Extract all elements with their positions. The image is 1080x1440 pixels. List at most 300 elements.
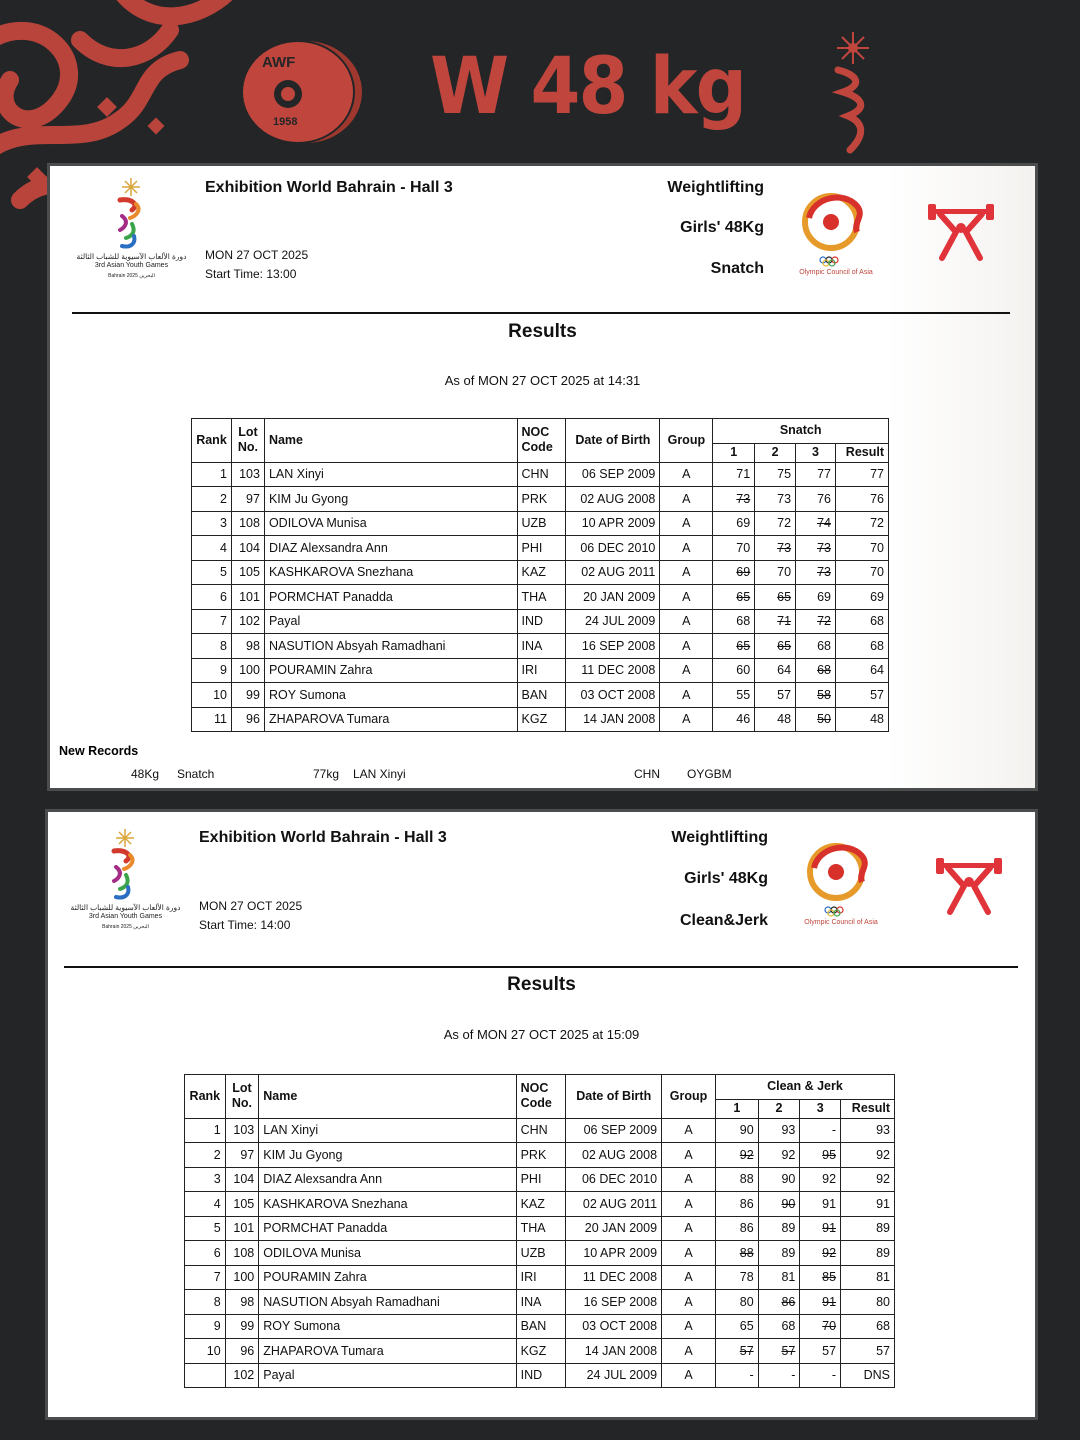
group-cell: A (660, 707, 713, 732)
divider (72, 312, 1010, 314)
lot-cell: 105 (231, 560, 264, 585)
header-attempt-3: 3 (800, 1099, 841, 1118)
missed-attempt: 85 (822, 1270, 837, 1285)
group-cell: A (660, 560, 713, 585)
rank-cell: 9 (185, 1314, 226, 1339)
header-date-of-birth: Date of Birth (566, 1075, 662, 1119)
competition-date: MON 27 OCT 2025 (205, 248, 309, 262)
attempt-2-cell (758, 1167, 800, 1192)
rank-cell: 2 (192, 487, 232, 512)
athlete-name: POURAMIN Zahra (259, 1265, 516, 1290)
lot-cell: 108 (231, 511, 264, 536)
athlete-name: PORMCHAT Panadda (259, 1216, 516, 1241)
missed-attempt: 92 (739, 1147, 754, 1162)
dob-cell: 16 SEP 2008 (566, 634, 660, 659)
header-result: Result (841, 1099, 895, 1118)
attempt-1-cell (713, 560, 755, 585)
attempt-value: 65 (739, 1319, 754, 1334)
noc-cell: IRI (517, 658, 566, 683)
athlete-name: ZHAPAROVA Tumara (259, 1339, 516, 1364)
dob-cell: 20 JAN 2009 (566, 585, 660, 610)
athlete-name: KIM Ju Gyong (264, 487, 517, 512)
lot-cell: 100 (225, 1265, 259, 1290)
attempt-2-cell (758, 1118, 800, 1143)
header-rank: Rank (185, 1075, 226, 1119)
record-category: 48Kg (131, 767, 160, 781)
attempt-3-cell (796, 683, 836, 708)
rank-cell: 11 (192, 707, 232, 732)
group-cell: A (660, 683, 713, 708)
attempt-2-cell (758, 1339, 800, 1364)
lot-cell: 104 (225, 1167, 259, 1192)
attempt-1-cell (713, 609, 755, 634)
attempt-value: 80 (739, 1294, 754, 1309)
attempt-1-cell (713, 536, 755, 561)
rank-cell: 7 (192, 609, 232, 634)
header-name: Name (264, 419, 517, 463)
table-row (185, 1118, 895, 1143)
games-logo-english: 3rd Asian Youth Games (88, 913, 163, 920)
athlete-name: ROY Sumona (259, 1314, 516, 1339)
attempt-3-cell (796, 609, 836, 634)
attempt-value: 57 (777, 687, 792, 702)
attempt-3-cell (800, 1118, 841, 1143)
table-row (185, 1143, 895, 1168)
attempt-value: 89 (781, 1245, 796, 1260)
rank-cell: 5 (192, 560, 232, 585)
attempt-2-cell (755, 609, 796, 634)
dob-cell: 20 JAN 2009 (566, 1216, 662, 1241)
venue: Exhibition World Bahrain - Hall 3 (205, 179, 453, 196)
table-row (185, 1290, 895, 1315)
attempt-value: 90 (739, 1123, 754, 1138)
attempt-1-cell (713, 683, 755, 708)
lot-cell: 98 (225, 1290, 259, 1315)
noc-cell: BAN (517, 683, 566, 708)
lot-cell: 104 (231, 536, 264, 561)
awf-logo-year: 1958 (273, 116, 298, 128)
attempt-3-cell (800, 1167, 841, 1192)
weight-class-title: W 48 kg (430, 42, 746, 132)
table-row (185, 1314, 895, 1339)
noc-cell: KGZ (517, 707, 566, 732)
athlete-name: LAN Xinyi (259, 1118, 516, 1143)
attempt-1-cell (715, 1118, 758, 1143)
attempt-3-cell (796, 536, 836, 561)
group-cell: A (660, 658, 713, 683)
attempt-value: 60 (736, 663, 751, 678)
snatch-results-sheet (47, 163, 1038, 791)
missed-attempt: 57 (781, 1343, 796, 1358)
missed-attempt: 92 (822, 1245, 837, 1260)
results-table (191, 418, 889, 732)
rank-cell: 1 (185, 1118, 226, 1143)
missed-attempt: 58 (817, 687, 831, 702)
attempt-value: - (831, 1123, 837, 1138)
competition-date: MON 27 OCT 2025 (199, 899, 303, 913)
header-result: Result (835, 443, 888, 462)
attempt-value: 86 (739, 1196, 754, 1211)
header-noc-code: NOC Code (516, 1075, 566, 1119)
rank-cell: 9 (192, 658, 232, 683)
rank-cell: 6 (192, 585, 232, 610)
athlete-name: KASHKAROVA Snezhana (264, 560, 517, 585)
table-row (185, 1339, 895, 1364)
attempt-1-cell (715, 1290, 758, 1315)
table-row (192, 585, 889, 610)
header-noc-code: NOC Code (517, 419, 566, 463)
athlete-name: ODILOVA Munisa (259, 1241, 516, 1266)
record-weight: 77kg (313, 767, 340, 781)
sport: Weightlifting (671, 829, 768, 846)
attempt-value: 55 (736, 687, 751, 702)
noc-cell: BAN (516, 1314, 566, 1339)
attempt-3-cell (796, 462, 836, 487)
attempt-2-cell (755, 585, 796, 610)
event: Girls' 48Kg (680, 219, 764, 236)
as-of-timestamp: As of MON 27 OCT 2025 at 14:31 (444, 373, 641, 388)
missed-attempt: 74 (817, 516, 831, 531)
attempt-value: 75 (777, 467, 792, 482)
athlete-name: Payal (259, 1363, 516, 1388)
group-cell: A (660, 634, 713, 659)
attempt-2-cell (758, 1143, 800, 1168)
attempt-1-cell (713, 634, 755, 659)
missed-attempt: 68 (817, 663, 831, 678)
dob-cell: 06 DEC 2010 (566, 1167, 662, 1192)
attempt-value: 88 (739, 1172, 754, 1187)
results-table (184, 1074, 895, 1388)
attempt-value: - (791, 1368, 796, 1383)
attempt-3-cell (800, 1241, 841, 1266)
attempt-value: 57 (822, 1343, 837, 1358)
attempt-value: 46 (736, 712, 751, 727)
noc-cell: KAZ (517, 560, 566, 585)
missed-attempt: 73 (817, 565, 831, 580)
lot-cell: 103 (225, 1118, 259, 1143)
attempt-2-cell (755, 658, 796, 683)
attempt-3-cell (800, 1314, 841, 1339)
header-lift: Snatch (713, 419, 889, 444)
attempt-1-cell (715, 1314, 758, 1339)
attempt-value: 77 (817, 467, 831, 482)
dob-cell: 02 AUG 2008 (566, 487, 660, 512)
attempt-3-cell (800, 1192, 841, 1217)
athlete-name: Payal (264, 609, 517, 634)
attempt-3-cell (800, 1143, 841, 1168)
games-logo-arabic: دورة الألعاب الآسيوية للشباب الثالثة (76, 252, 187, 261)
missed-attempt: 50 (817, 712, 831, 727)
group-cell: A (660, 487, 713, 512)
missed-attempt: 95 (822, 1147, 837, 1162)
attempt-value: 70 (736, 540, 751, 555)
result-cell: 76 (835, 487, 888, 512)
attempt-value: 68 (781, 1319, 796, 1334)
attempt-3-cell (796, 560, 836, 585)
attempt-value: 81 (781, 1270, 796, 1285)
attempt-value: - (831, 1368, 837, 1383)
athlete-name: DIAZ Alexsandra Ann (264, 536, 517, 561)
missed-attempt: 70 (822, 1319, 837, 1334)
noc-cell: INA (516, 1290, 566, 1315)
dob-cell: 10 APR 2009 (566, 1241, 662, 1266)
missed-attempt: 90 (781, 1196, 796, 1211)
attempt-1-cell (715, 1363, 758, 1388)
record-type: OYGBM (687, 767, 732, 781)
noc-cell: CHN (517, 462, 566, 487)
attempt-3-cell (796, 658, 836, 683)
table-row (192, 707, 889, 732)
group-cell: A (662, 1314, 716, 1339)
table-row (185, 1265, 895, 1290)
attempt-value: 93 (781, 1123, 796, 1138)
attempt-2-cell (758, 1290, 800, 1315)
dob-cell: 06 DEC 2010 (566, 536, 660, 561)
awf-logo-text: AWF (262, 54, 296, 71)
header-attempt-1: 1 (713, 443, 755, 462)
missed-attempt: 65 (777, 638, 792, 653)
header-attempt-2: 2 (758, 1099, 800, 1118)
lot-cell: 97 (231, 487, 264, 512)
table-row (185, 1167, 895, 1192)
new-records-title: New Records (59, 744, 139, 758)
result-cell: 89 (841, 1241, 895, 1266)
group-cell: A (662, 1339, 716, 1364)
attempt-2-cell (755, 536, 796, 561)
weightlifting-pictogram (934, 852, 1004, 916)
rank-cell: 6 (185, 1241, 226, 1266)
noc-cell: KAZ (516, 1192, 566, 1217)
attempt-value: - (749, 1368, 754, 1383)
lot-cell: 97 (225, 1143, 259, 1168)
noc-cell: THA (516, 1216, 566, 1241)
group-cell: A (662, 1192, 716, 1217)
rank-cell: 1 (192, 462, 232, 487)
table-row (192, 511, 889, 536)
missed-attempt: 88 (739, 1245, 754, 1260)
result-cell: 48 (835, 707, 888, 732)
table-row (192, 560, 889, 585)
attempt-value: 86 (739, 1221, 754, 1236)
missed-attempt: 73 (736, 491, 751, 506)
header-lot-no: Lot No. (231, 419, 264, 463)
rank-cell: 10 (192, 683, 232, 708)
missed-attempt: 65 (736, 589, 751, 604)
attempt-3-cell (800, 1339, 841, 1364)
table-row (185, 1216, 895, 1241)
attempt-3-cell (800, 1290, 841, 1315)
result-cell: 80 (841, 1290, 895, 1315)
header-attempt-1: 1 (715, 1099, 758, 1118)
dob-cell: 11 DEC 2008 (566, 658, 660, 683)
attempt-value: 76 (817, 491, 831, 506)
record-lift: Snatch (177, 767, 215, 781)
rank-cell: 3 (185, 1167, 226, 1192)
games-logo-wrap (68, 829, 183, 939)
attempt-value: 72 (777, 516, 792, 531)
table-row (185, 1363, 895, 1388)
attempt-3-cell (796, 487, 836, 512)
results-heading: Results (508, 321, 577, 342)
attempt-value: 70 (777, 565, 792, 580)
attempt-1-cell (715, 1339, 758, 1364)
noc-cell: IRI (516, 1265, 566, 1290)
group-cell: A (662, 1290, 716, 1315)
result-cell: 57 (841, 1339, 895, 1364)
lot-cell: 96 (231, 707, 264, 732)
rank-cell: 3 (192, 511, 232, 536)
group-cell: A (660, 511, 713, 536)
header-group: Group (660, 419, 713, 463)
record-athlete: LAN Xinyi (353, 767, 406, 781)
dob-cell: 02 AUG 2011 (566, 1192, 662, 1217)
games-logo-wrap (74, 178, 189, 288)
result-cell: 69 (835, 585, 888, 610)
attempt-2-cell (758, 1265, 800, 1290)
table-row (192, 609, 889, 634)
lot-cell: 99 (225, 1314, 259, 1339)
lot-cell: 100 (231, 658, 264, 683)
table-row (192, 462, 889, 487)
missed-attempt: 73 (817, 540, 831, 555)
result-cell: 91 (841, 1192, 895, 1217)
table-header-row (185, 1075, 895, 1100)
clean-jerk-results-sheet (45, 809, 1038, 1420)
result-cell: 64 (835, 658, 888, 683)
noc-cell: PHI (516, 1167, 566, 1192)
noc-cell: PRK (517, 487, 566, 512)
new-record-row (50, 767, 950, 783)
attempt-3-cell (800, 1216, 841, 1241)
attempt-2-cell (755, 634, 796, 659)
attempt-1-cell (715, 1143, 758, 1168)
results-heading: Results (507, 974, 576, 995)
header-date-of-birth: Date of Birth (566, 419, 660, 463)
noc-cell: CHN (516, 1118, 566, 1143)
header-attempt-2: 2 (755, 443, 796, 462)
attempt-value: 90 (781, 1172, 796, 1187)
dob-cell: 16 SEP 2008 (566, 1290, 662, 1315)
result-cell: 92 (841, 1143, 895, 1168)
lot-cell: 101 (231, 585, 264, 610)
dob-cell: 06 SEP 2009 (566, 462, 660, 487)
header-lift: Clean & Jerk (715, 1075, 894, 1100)
rank-cell: 8 (192, 634, 232, 659)
group-cell: A (662, 1265, 716, 1290)
attempt-value: 69 (817, 589, 831, 604)
result-cell: 89 (841, 1216, 895, 1241)
rank-cell: 5 (185, 1216, 226, 1241)
as-of-timestamp: As of MON 27 OCT 2025 at 15:09 (443, 1027, 640, 1042)
asian-youth-games-logo (68, 829, 183, 939)
attempt-value: 73 (777, 491, 792, 506)
noc-cell: THA (517, 585, 566, 610)
missed-attempt: 73 (777, 540, 792, 555)
dob-cell: 10 APR 2009 (566, 511, 660, 536)
dob-cell: 02 AUG 2011 (566, 560, 660, 585)
athlete-name: DIAZ Alexsandra Ann (259, 1167, 516, 1192)
lot-cell: 108 (225, 1241, 259, 1266)
oca-logo (791, 188, 881, 283)
noc-cell: INA (517, 634, 566, 659)
header-attempt-3: 3 (796, 443, 836, 462)
noc-cell: KGZ (516, 1339, 566, 1364)
attempt-1-cell (713, 462, 755, 487)
games-logo-location: Bahrain 2025 البحرين (102, 924, 149, 930)
table-row (192, 487, 889, 512)
missed-attempt: 65 (777, 589, 792, 604)
header-name: Name (259, 1075, 516, 1119)
attempt-2-cell (755, 511, 796, 536)
attempt-2-cell (755, 707, 796, 732)
group-cell: A (660, 536, 713, 561)
table-row (192, 683, 889, 708)
phase: Clean&Jerk (679, 912, 768, 929)
attempt-value: 69 (736, 516, 751, 531)
missed-attempt: 91 (822, 1294, 837, 1309)
lot-cell: 98 (231, 634, 264, 659)
phase: Snatch (710, 260, 764, 277)
start-time: Start Time: 14:00 (199, 918, 291, 932)
attempt-2-cell (755, 487, 796, 512)
noc-cell: UZB (516, 1241, 566, 1266)
lot-cell: 105 (225, 1192, 259, 1217)
result-cell: 77 (835, 462, 888, 487)
attempt-2-cell (755, 560, 796, 585)
attempt-1-cell (713, 585, 755, 610)
dob-cell: 14 JAN 2008 (566, 707, 660, 732)
lot-cell: 102 (231, 609, 264, 634)
group-cell: A (660, 609, 713, 634)
table-header-row (192, 419, 889, 444)
group-cell: A (660, 462, 713, 487)
result-cell: 68 (835, 609, 888, 634)
attempt-value: 64 (777, 663, 792, 678)
attempt-2-cell (758, 1241, 800, 1266)
attempt-3-cell (800, 1265, 841, 1290)
result-cell: 70 (835, 536, 888, 561)
rank-cell: 7 (185, 1265, 226, 1290)
rank-cell (185, 1363, 226, 1388)
rank-cell: 10 (185, 1339, 226, 1364)
venue: Exhibition World Bahrain - Hall 3 (199, 829, 447, 846)
lot-cell: 103 (231, 462, 264, 487)
oca-logo (796, 838, 886, 933)
athlete-name: NASUTION Absyah Ramadhani (264, 634, 517, 659)
rank-cell: 2 (185, 1143, 226, 1168)
asian-youth-games-emblem (828, 30, 878, 156)
athlete-name: KASHKAROVA Snezhana (259, 1192, 516, 1217)
attempt-3-cell (800, 1363, 841, 1388)
group-cell: A (662, 1143, 716, 1168)
noc-cell: UZB (517, 511, 566, 536)
missed-attempt: 57 (739, 1343, 754, 1358)
event: Girls' 48Kg (684, 870, 768, 887)
attempt-value: 92 (822, 1172, 837, 1187)
dob-cell: 14 JAN 2008 (566, 1339, 662, 1364)
attempt-3-cell (796, 707, 836, 732)
missed-attempt: 71 (777, 614, 792, 629)
attempt-2-cell (758, 1314, 800, 1339)
result-cell: 68 (841, 1314, 895, 1339)
attempt-1-cell (715, 1241, 758, 1266)
result-cell: 57 (835, 683, 888, 708)
asian-youth-games-logo (74, 178, 189, 288)
table-row (192, 536, 889, 561)
result-cell: 93 (841, 1118, 895, 1143)
games-logo-english: 3rd Asian Youth Games (94, 262, 169, 269)
athlete-name: ZHAPAROVA Tumara (264, 707, 517, 732)
